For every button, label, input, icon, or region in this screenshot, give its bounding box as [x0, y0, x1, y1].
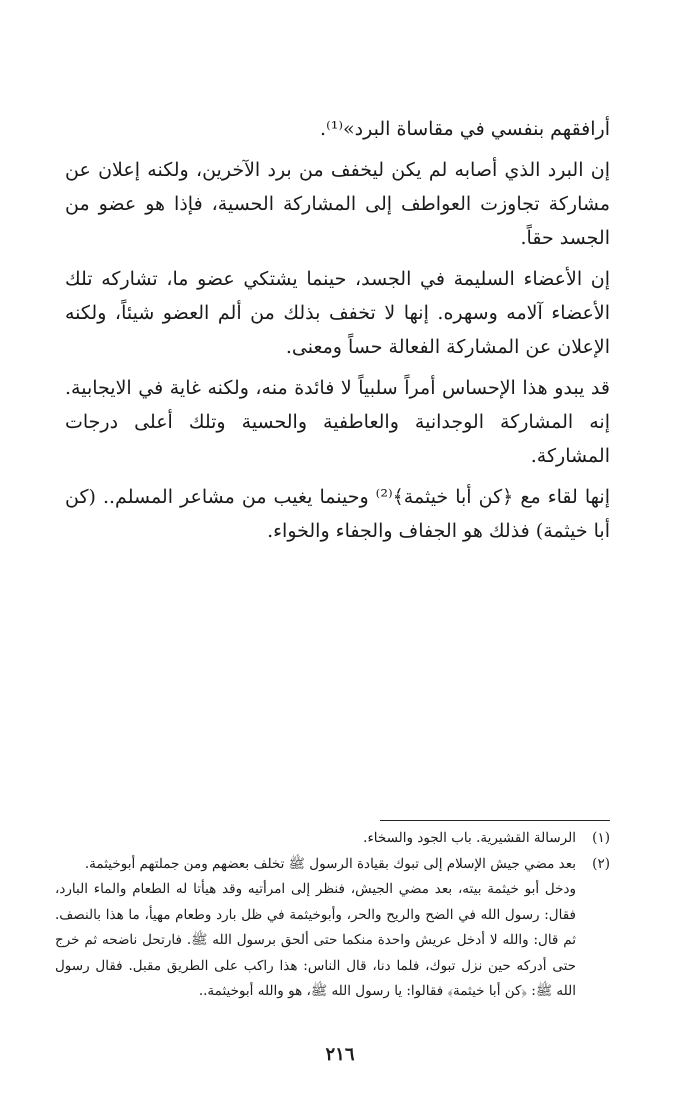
- paragraph-2: إن البرد الذي أصابه لم يكن ليخفف من برد الآخرين، ولكنه إعلان عن مشاركة تجاوزت العواطف إلى المشاركة الحسية، فإذا هو عضو من الجسد حقاً.: [65, 159, 610, 249]
- footnote-line: الرسالة القشيرية. باب الجود والسخاء.: [363, 830, 576, 846]
- footnote-separator: [380, 820, 610, 821]
- paragraph-1: أرافقهم بنفسي في مقاساة البرد»⁽¹⁾.: [320, 118, 610, 140]
- paragraph-5: إنها لقاء مع ﴿كن أبا خيثمة﴾⁽²⁾ وحينما يغيب من مشاعر المسلم.. (كن أبا خيثمة) فذلك هو الجفاف والجفاء والخواء.: [65, 486, 610, 542]
- footnote-line: بعد مضي جيش الإسلام إلى تبوك بقيادة الرسول ﷺ تخلف بعضهم ومن جملتهم أبوخيثمة.: [84, 855, 576, 872]
- paragraph-3: إن الأعضاء السليمة في الجسد، حينما يشتكي عضو ما، تشاركه تلك الأعضاء آلامه وسهره. إنها لا تخفف بذلك من ألم العضو شيئاً، ولكنه الإعلان عن المشاركة الفعالة حساً ومعنى.: [65, 268, 610, 358]
- main-text: [65, 112, 610, 555]
- footnote-number: (١): [592, 830, 610, 846]
- footnote-number: (٢): [592, 855, 610, 872]
- footnote-text: [55, 852, 576, 1005]
- paragraph-4: قد يبدو هذا الإحساس أمراً سلبياً لا فائدة منه، ولكنه غاية في الايجابية. إنه المشاركة الوجدانية والعاطفية والحسية وتلك أعلى درجات المشاركة.: [65, 377, 610, 467]
- footnote-2: [55, 852, 610, 1005]
- footnote-line: ودخل أبو خيثمة بيته، بعد مضي الجيش، فنظر إلى امرأتيه وقد هيأتا له الطعام والماء البارد، فقال: رسول الله في الضح والريح والحر، وأبوخيثمة في ظل بارد وطعام مهيأ، ما هذا بالنصف. ثم قال: والله لا أدخل عريش واحدة منكما حتى ألحق برسول الله ﷺ. فارتحل ناضحه ثم خرج حتى أدركه حين نزل تبوك، فلما دنا، قال الناس: هذا راكب على الطريق مقبل. فقال رسول الله ﷺ: ﴿كن أبا خيثمة﴾ فقالوا: يا رسول الله ﷺ، هو والله أبوخيثمة..: [55, 881, 576, 999]
- footnotes: [55, 826, 610, 1005]
- footnote-1: [55, 826, 610, 852]
- footnote-text: [55, 826, 576, 852]
- page-number: ٢١٦: [325, 1044, 355, 1065]
